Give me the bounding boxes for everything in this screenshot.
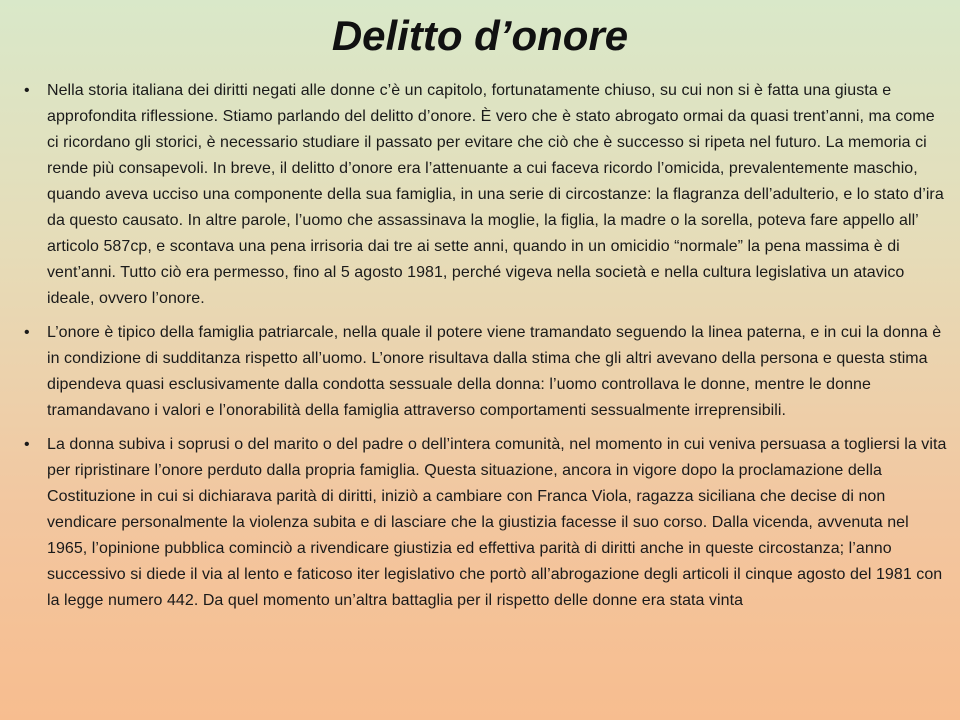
bullet-icon: • [24,324,30,341]
bullet-text-2: L’onore è tipico della famiglia patriarcale, nella quale il potere viene tramandato seguendo la linea paterna, e in cui la donna è in condizione di sudditanza rispetto all’uomo. L’onore risultava dalla stima che gli altri avevano della persona e questa stima dipendeva quasi esclusivamente dalla condotta sessuale della donna: l’uomo controllava le donne, mentre le donne tramandavano i valori e l’onorabilità della famiglia attraverso comportamenti sessualmente irreprensibili. [47,324,942,419]
bullet-text-3: La donna subiva i soprusi o del marito o del padre o dell’intera comunità, nel momento in cui veniva persuasa a togliersi la vita per ripristinare l’onore perduto dalla propria famiglia. Questa situazione, ancora in vigore dopo la proclamazione della Costituzione in cui si dichiarava parità di diritti, iniziò a cambiare con Franca Viola, ragazza siciliana che decise di non vendicare personalmente la violenza subita e di lasciare che la giustizia facesse il suo corso. Dalla vicenda, avvenuta nel 1965, l’opinione pubblica cominciò a rivendicare giustizia ed effettiva parità di diritti anche in queste circostanza; l’anno successivo si diede il via al lento e faticoso iter legislativo che portò all’abrogazione degli articoli il cinque agosto del 1981 con la legge numero 442. Da quel momento un’altra battaglia per il rispetto delle donne era stata vinta [47,436,947,609]
bullet-list [20,78,950,622]
bullet-icon: • [24,82,30,99]
bullet-item-1 [20,78,950,312]
bullet-item-2 [20,320,950,424]
bullet-icon: • [24,436,30,453]
slide-title: Delitto d’onore [331,12,629,59]
bullet-item-3 [20,432,950,614]
bullet-text-1: Nella storia italiana dei diritti negati alle donne c’è un capitolo, fortunatamente chiuso, su cui non si è fatta una giusta e approfondita riflessione. Stiamo parlando del delitto d’onore. È vero che è stato abrogato ormai da quasi trent’anni, ma come ci ricordano gli storici, è necessario studiare il passato per evitare che ciò che è successo si ripeta nel futuro. La memoria ci rende più consapevoli. In breve, il delitto d’onore era l’attenuante a cui faceva ricordo l’omicida, prevalentemente maschio, quando aveva ucciso una componente della sua famiglia, in una serie di circostanze: la flagranza dell’adulterio, e lo stato d’ira da questo causato. In altre parole, l’uomo che assassinava la moglie, la figlia, la madre o la sorella, poteva fare appello all’ articolo 587cp, e scontava una pena irrisoria dai tre ai sette anni, quando in un omicidio “normale” la pena massima è di vent’anni. Tutto ciò era permesso, fino al 5 agosto 1981, perché vigeva nella società e nella cultura legislativa un atavico ideale, ovvero l’onore. [47,82,944,307]
